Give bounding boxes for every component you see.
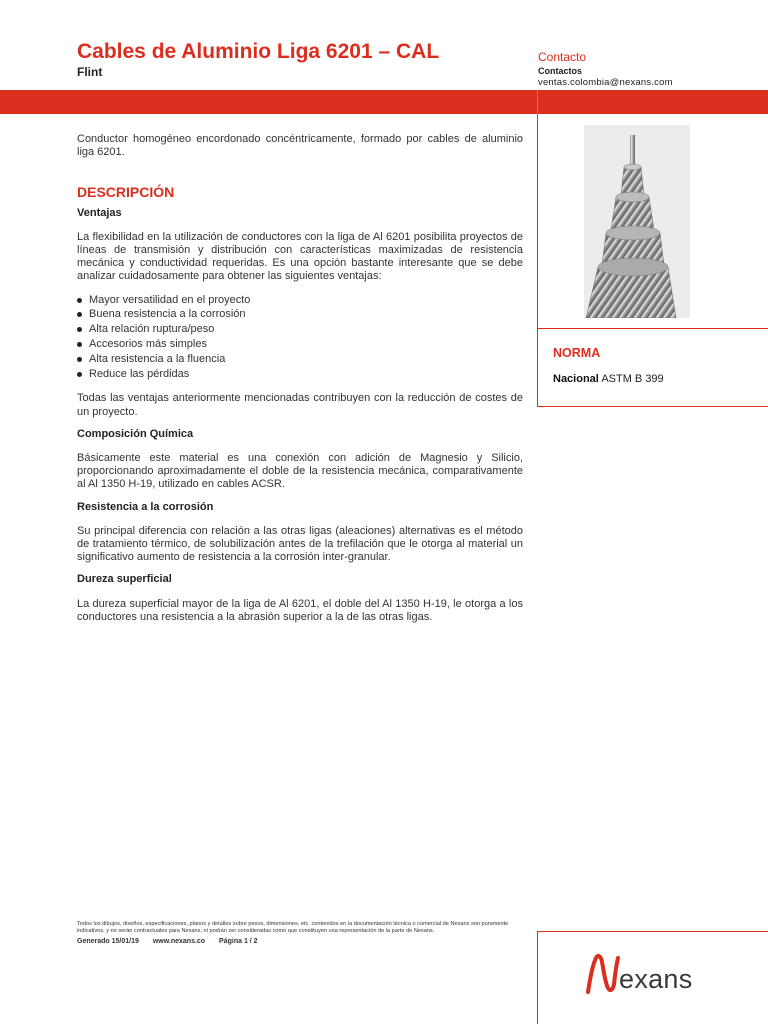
product-subtitle: Flint xyxy=(77,65,103,79)
generated-date: Generado 15/01/19 xyxy=(77,938,139,945)
intro-paragraph: Conductor homogéneo encordonado concéntricamente, formado por cables de aluminio liga 6201. xyxy=(77,133,523,159)
dureza-heading: Dureza superficial xyxy=(77,573,172,586)
footer-corner-line xyxy=(537,931,768,932)
ventajas-heading: Ventajas xyxy=(77,206,122,219)
list-item: Alta resistencia a la fluencia xyxy=(77,353,523,368)
page-title: Cables de Aluminio Liga 6201 – CAL xyxy=(77,40,440,63)
norma-heading: NORMA xyxy=(553,346,601,360)
corrosion-heading: Resistencia a la corrosión xyxy=(77,500,214,513)
contact-label: Contactos xyxy=(538,66,583,76)
logo-wordmark: exans xyxy=(619,964,693,994)
list-item: Buena resistencia a la corrosión xyxy=(77,308,523,323)
norma-standard xyxy=(553,373,664,385)
dureza-paragraph: La dureza superficial mayor de la liga de Al 6201, el doble del Al 1350 H-19, le otorga a los conductores una resistencia a la abrasión superior a la de las otras ligas. xyxy=(77,597,523,623)
footer-meta xyxy=(77,938,270,945)
cable-illustration-icon xyxy=(584,125,690,318)
footer-corner-divider xyxy=(537,931,538,1024)
cable-product-image xyxy=(584,125,690,318)
contact-email-link[interactable]: ventas.colombia@nexans.com xyxy=(538,77,673,88)
list-item: Reduce las pérdidas xyxy=(77,368,523,383)
quimica-heading: Composición Química xyxy=(77,427,194,440)
list-item: Accesorios más simples xyxy=(77,338,523,353)
quimica-paragraph: Básicamente este material es una conexión con adición de Magnesio y Silicio, proporcionando aproximadamente el doble de la resistencia mecánica, comparativamente al Al 1350 H-19, utilizado en cables ACSR. xyxy=(77,452,523,491)
page-number: Página 1 / 2 xyxy=(219,938,258,945)
contact-heading: Contacto xyxy=(538,50,587,64)
sidebar-panel xyxy=(537,114,768,407)
sidebar-divider xyxy=(538,328,768,329)
list-item: Alta relación ruptura/peso xyxy=(77,323,523,338)
main-content xyxy=(77,133,523,624)
website-link[interactable]: www.nexans.co xyxy=(152,938,206,945)
ventajas-paragraph: La flexibilidad en la utilización de conductores con la liga de Al 6201 posibilita proyectos de líneas de transmisión y distribución con características maximizadas de resistencia mecánica y conductividad requeridas. Es una opción bastante interesante que se debe analizar cuidadosamente para obtener las siguientes ventajas: xyxy=(77,230,523,283)
descripcion-heading: DESCRIPCIÓN xyxy=(77,184,175,201)
corrosion-paragraph: Su principal diferencia con relación a las otras ligas (aleaciones) alternativas es el método de tratamiento térmico, de solubilización antes de la trefilación que le otorga al material un significativo aumento de resistencia a la corrosión inter-granular. xyxy=(77,524,523,564)
header-red-band xyxy=(0,90,768,114)
nexans-n-logo-icon xyxy=(584,952,620,996)
ventajas-list xyxy=(77,294,523,383)
band-divider xyxy=(537,90,538,114)
list-item: Mayor versatilidad en el proyecto xyxy=(77,294,523,309)
legal-disclaimer: Todos los dibujos, diseños, especificaciones, planos y detalles sobre pesos, dimensiones, etc. contenidos en la documentación técnica o comercial de Nexans son puramente indicativos, y no serán contractuales para Nexans, ni podrán ser consideradas como que constituyen una representación de la parte de Nexans. xyxy=(77,921,509,935)
norma-value: ASTM B 399 xyxy=(601,373,664,385)
norma-label: Nacional xyxy=(553,373,599,385)
ventajas-summary: Todas las ventajas anteriormente mencionadas contribuyen con la reducción de costes de un proyecto. xyxy=(77,392,523,418)
